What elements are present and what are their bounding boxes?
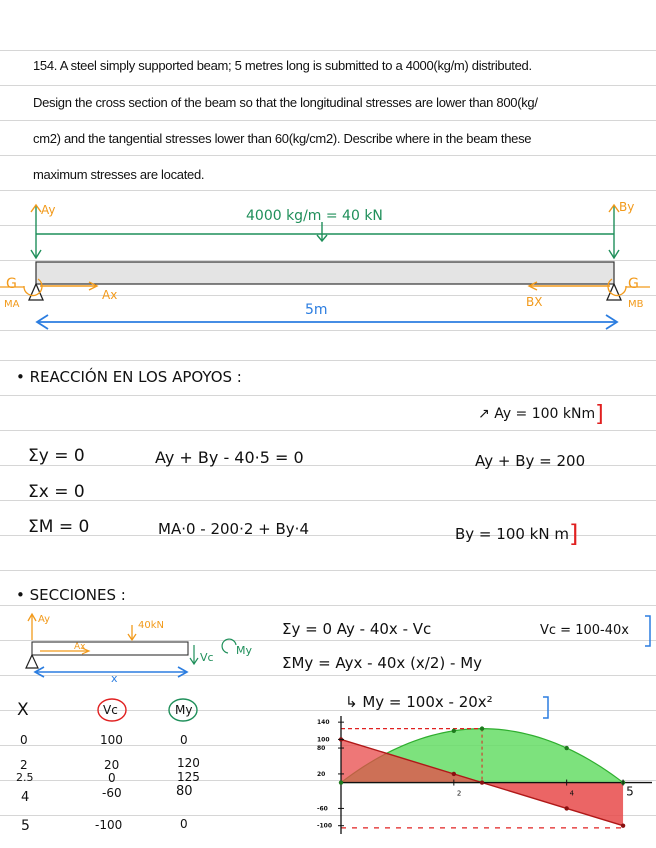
section-eq2: ΣMy = Ayx - 40x (x/2) - My — [282, 654, 483, 672]
cell-my: 80 — [176, 784, 193, 799]
y-tick-label: 20 — [317, 770, 326, 778]
reactions-heading-text: REACCIÓN EN LOS APOYOS : — [29, 368, 242, 386]
table-header-x: X — [17, 700, 29, 720]
my-result-text: My = 100x - 20x² — [362, 693, 493, 711]
y-tick-label: -100 — [317, 822, 333, 830]
section-load-text: 40kN — [138, 620, 164, 631]
by-label: By — [619, 200, 635, 214]
arrow-icon: ↳ — [345, 693, 363, 711]
x-tick-label: 4 — [569, 789, 575, 798]
y-tick-label: 80 — [317, 745, 326, 753]
moment-point — [452, 729, 456, 733]
problem-line-3: cm2) and the tangential stresses lower than 60(kg/cm2). Describe where in the beam these — [33, 131, 532, 146]
sections-heading-text: SECCIONES : — [29, 586, 126, 604]
result-ay-text: Ay = 100 kNm — [494, 406, 596, 422]
cell-vc: -60 — [102, 786, 122, 800]
section-my: My — [236, 644, 253, 657]
eq1-right: Ay + By = 200 — [475, 452, 586, 470]
mb-label: MB — [628, 299, 644, 310]
cell-vc: -100 — [95, 818, 123, 832]
cell-vc: 100 — [100, 733, 123, 747]
cell-my: 0 — [180, 733, 188, 747]
shear-point — [452, 772, 456, 776]
vc-result: Vc = 100-40x — [540, 623, 629, 638]
problem-line-4: maximum stresses are located. — [33, 167, 205, 182]
moment-point — [564, 746, 568, 750]
y-tick-label: 100 — [317, 736, 330, 744]
cell-x: 4 — [21, 790, 30, 805]
moment-point — [480, 726, 484, 730]
table-header-my: My — [175, 703, 193, 717]
problem-line-1: 154. A steel simply supported beam; 5 metres long is submitted to a 4000(kg/m) distributed. — [33, 58, 532, 73]
up-arrow-icon: ↗ — [478, 406, 490, 422]
result-by: By = 100 kN m] — [455, 520, 579, 548]
g-right-label: G — [628, 276, 639, 292]
x-tick-label: 5 — [626, 784, 634, 799]
cell-my: 0 — [180, 817, 188, 831]
shear-point — [480, 780, 484, 784]
table-header-vc: Vc — [103, 703, 118, 717]
load-label: 4000 kg/m = 40 kN — [246, 208, 383, 224]
section-ax: Ax — [74, 642, 86, 652]
bullet: • — [16, 368, 30, 386]
eq3-mid: MA·0 - 200·2 + By·4 — [158, 520, 309, 538]
eq1-mid: Ay + By - 40·5 = 0 — [155, 448, 304, 467]
bullet: • — [16, 586, 30, 604]
ma-label: MA — [4, 299, 20, 310]
section-x: x — [111, 672, 118, 685]
cell-x: 2 — [20, 758, 28, 772]
problem-line-2: Design the cross section of the beam so that the longitudinal stresses are lower than 800(kg/ — [33, 95, 538, 110]
shear-point — [564, 806, 568, 810]
y-tick-label: -60 — [317, 805, 328, 813]
cell-vc: 0 — [108, 771, 116, 785]
y-tick-label: 140 — [317, 719, 330, 727]
section-ay: Ay — [38, 614, 51, 625]
eq2-left: Σx = 0 — [28, 482, 85, 502]
section-eq1: Σy = 0 Ay - 40x - Vc — [282, 620, 432, 638]
result-ay: ↗ Ay = 100 kNm] — [478, 402, 604, 427]
shear-point — [621, 823, 625, 827]
cell-my: 120 — [177, 756, 200, 770]
section-vc: Vc — [200, 651, 214, 664]
x-tick-label: 2 — [456, 789, 462, 798]
cell-x: 5 — [21, 818, 30, 834]
moment-point — [339, 780, 343, 784]
ax-label: Ax — [102, 288, 118, 302]
result-by-text: By = 100 kN m — [455, 525, 569, 543]
cell-x: 2.5 — [16, 771, 34, 784]
cell-x: 0 — [20, 733, 28, 747]
eq1-left: Σy = 0 — [28, 446, 85, 466]
cell-my: 125 — [177, 770, 200, 784]
length-label: 5m — [305, 302, 328, 318]
g-left-label: G — [6, 276, 17, 292]
cell-vc: 20 — [104, 758, 120, 772]
ay-label: Ay — [41, 203, 56, 217]
bx-label: BX — [526, 295, 543, 309]
eq3-left: ΣM = 0 — [28, 517, 90, 537]
